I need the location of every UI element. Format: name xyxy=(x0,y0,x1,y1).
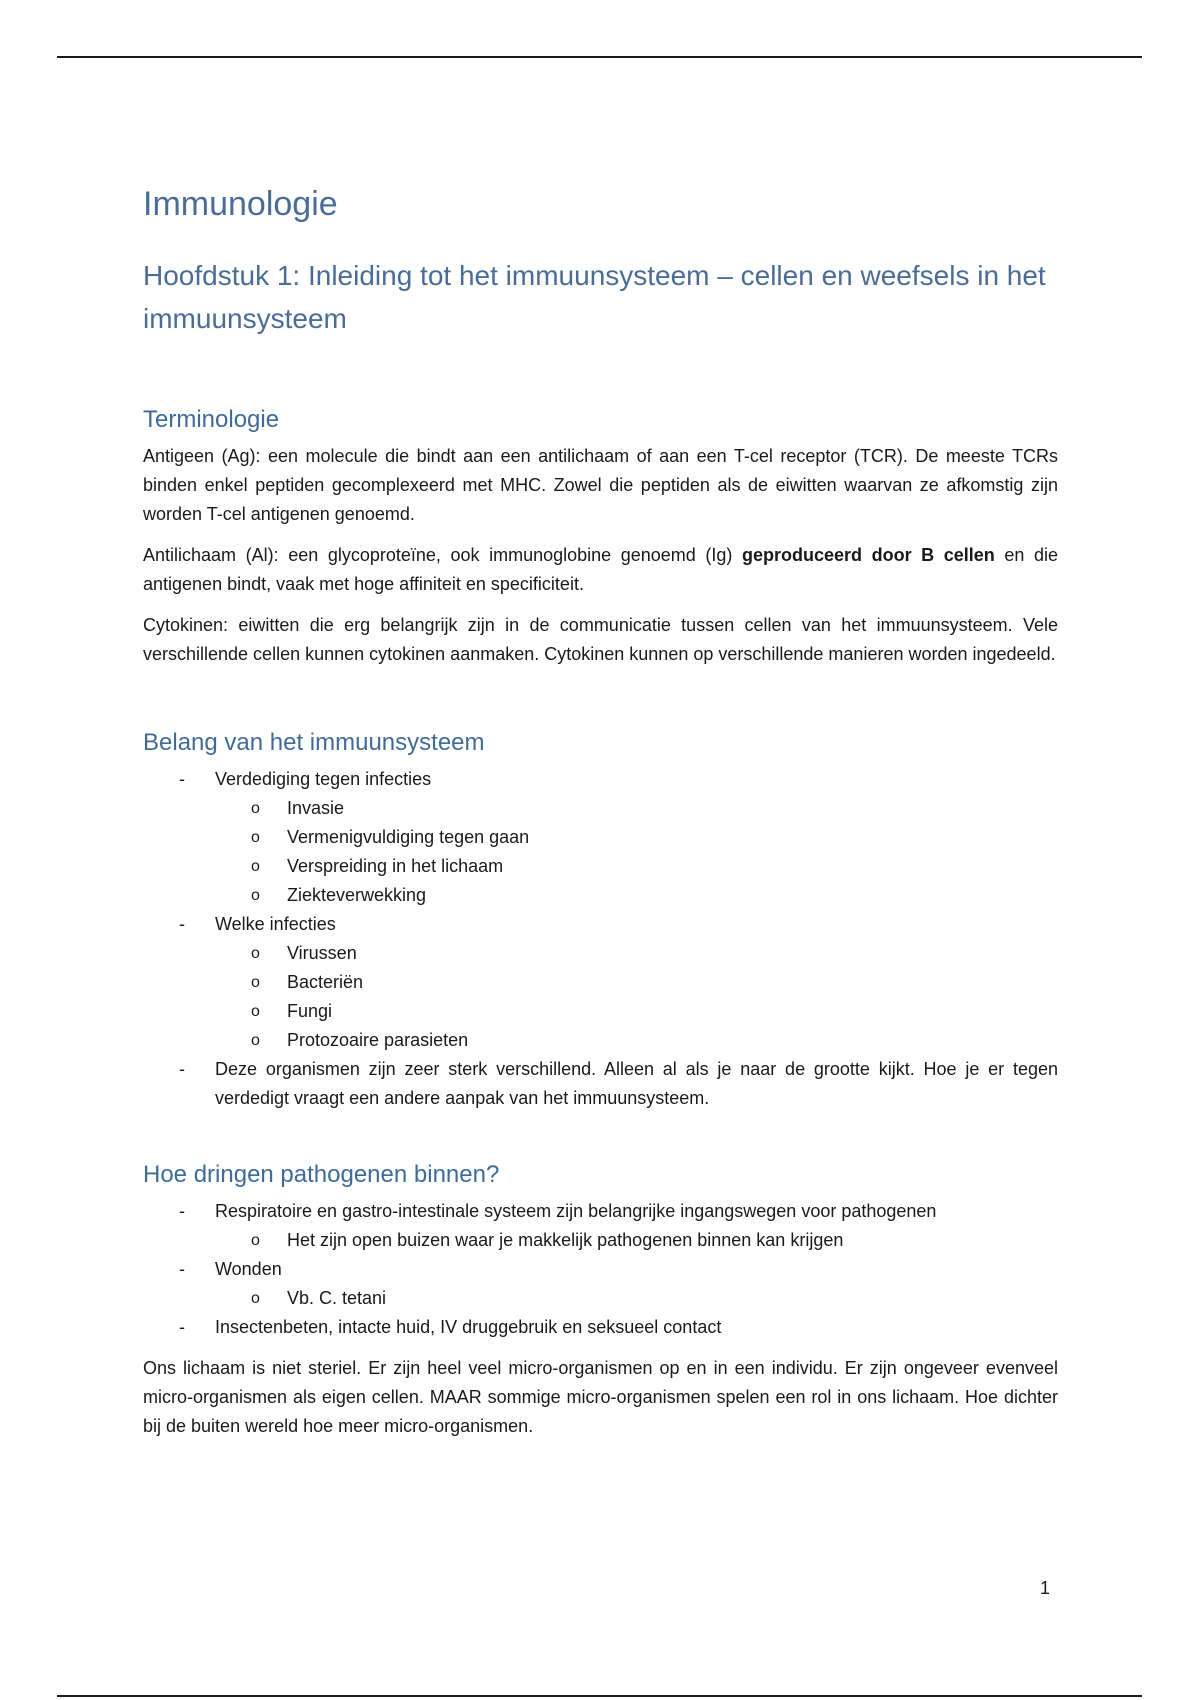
list-item xyxy=(143,1313,1058,1342)
circle-marker: o xyxy=(251,1032,260,1049)
list-item xyxy=(143,910,1058,1055)
list-item xyxy=(143,1255,1058,1313)
belang-list xyxy=(143,765,1058,1113)
sub-list-item-text: Het zijn open buizen waar je makkelijk pathogenen binnen kan krijgen xyxy=(287,1230,844,1250)
header-rule xyxy=(57,56,1142,58)
circle-marker: o xyxy=(251,945,260,962)
circle-marker: o xyxy=(251,1232,260,1249)
section-heading-belang: Belang van het immuunsysteem xyxy=(143,729,485,756)
circle-marker: o xyxy=(251,887,260,904)
sub-list-item-text: Vermenigvuldiging tegen gaan xyxy=(287,827,530,847)
circle-marker: o xyxy=(251,1003,260,1020)
list-item-text: Welke infecties xyxy=(215,914,336,934)
list-item-text: Insectenbeten, intacte huid, IV druggebruik en seksueel contact xyxy=(215,1317,722,1337)
pathogenen-list xyxy=(143,1197,1058,1342)
footer-rule xyxy=(57,1695,1142,1697)
sub-list-item xyxy=(215,968,1058,997)
paragraph-cytokinen: Cytokinen: eiwitten die erg belangrijk zijn in de communicatie tussen cellen van het immuunsysteem. Vele verschillende cellen kunnen cytokinen aanmaken. Cytokinen kunnen op verschillende manieren worden ingedeeld. xyxy=(143,615,1058,664)
list-item-text: Verdediging tegen infecties xyxy=(215,769,432,789)
sub-list-item-text: Vb. C. tetani xyxy=(287,1288,387,1308)
sub-list xyxy=(143,794,1058,910)
antilichaam-text-end: en die antigenen bindt, vaak met hoge affiniteit en specificiteit. xyxy=(143,545,1059,594)
sub-list-item-text: Ziekteverwekking xyxy=(287,885,427,905)
sub-list-item xyxy=(215,881,1058,910)
dash-marker: - xyxy=(179,1259,185,1279)
page-number: 1 xyxy=(1040,1578,1051,1598)
sub-list xyxy=(143,939,1058,1055)
paragraph-antigeen: Antigeen (Ag): een molecule die bindt aan een antilichaam of aan een T-cel receptor (TCR). De meeste TCRs binden enkel peptiden gecomplexeerd met MHC. Zowel die peptiden als de eiwitten waarvan ze afkomstig zijn worden T-cel antigenen genoemd. xyxy=(143,446,1058,524)
list-item-text: Deze organismen zijn zeer sterk verschillend. Alleen al als je naar de grootte kijkt. Hoe je er tegen verdedigt vraagt een andere aanpak van het immuunsysteem. xyxy=(215,1059,1058,1108)
sub-list-item xyxy=(215,852,1058,881)
circle-marker: o xyxy=(251,829,260,846)
sub-list-item-text: Virussen xyxy=(287,943,357,963)
sub-list xyxy=(143,1226,1058,1255)
sub-list-item xyxy=(215,939,1058,968)
sub-list-item xyxy=(215,794,1058,823)
section-heading-terminologie: Terminologie xyxy=(143,406,280,433)
list-item-text: Wonden xyxy=(215,1259,282,1279)
circle-marker: o xyxy=(251,1290,260,1307)
circle-marker: o xyxy=(251,858,260,875)
sub-list-item-text: Verspreiding in het lichaam xyxy=(287,856,504,876)
list-item xyxy=(143,765,1058,910)
list-item-text: Respiratoire en gastro-intestinale systeem zijn belangrijke ingangswegen voor pathogenen xyxy=(215,1201,937,1221)
antilichaam-bold-text: geproduceerd door B cellen xyxy=(741,545,995,565)
paragraph-micro-organismen: Ons lichaam is niet steriel. Er zijn heel veel micro-organismen op en in een individu. Er zijn ongeveer evenveel micro-organismen als eigen cellen. MAAR sommige micro-organismen spelen een rol in ons lichaam. Hoe dichter bij de buiten wereld hoe meer micro-organismen. xyxy=(143,1358,1058,1436)
document-page xyxy=(143,180,1058,1453)
chapter-heading: Hoofdstuk 1: Inleiding tot het immuunsysteem – cellen en weefsels in het immuunsysteem xyxy=(143,260,1046,334)
circle-marker: o xyxy=(251,974,260,991)
sub-list-item-text: Protozoaire parasieten xyxy=(287,1030,469,1050)
sub-list-item xyxy=(215,823,1058,852)
document-title: Immunologie xyxy=(143,185,338,223)
dash-marker: - xyxy=(179,769,185,789)
list-item xyxy=(143,1055,1058,1113)
sub-list-item xyxy=(215,997,1058,1026)
sub-list-item xyxy=(215,1226,1058,1255)
circle-marker: o xyxy=(251,800,260,817)
list-item xyxy=(143,1197,1058,1255)
dash-marker: - xyxy=(179,914,185,934)
section-heading-pathogenen: Hoe dringen pathogenen binnen? xyxy=(143,1161,500,1188)
paragraph-antilichaam xyxy=(143,541,1058,599)
dash-marker: - xyxy=(179,1201,185,1221)
dash-marker: - xyxy=(179,1059,185,1079)
sub-list-item xyxy=(215,1284,1058,1313)
sub-list-item-text: Fungi xyxy=(287,1001,333,1021)
antilichaam-text-start: Antilichaam (Al): een glycoproteïne, ook immunoglobine genoemd (Ig) xyxy=(143,545,742,565)
sub-list-item xyxy=(215,1026,1058,1055)
sub-list-item-text: Bacteriën xyxy=(287,972,364,992)
sub-list xyxy=(143,1284,1058,1313)
sub-list-item-text: Invasie xyxy=(287,798,345,818)
dash-marker: - xyxy=(179,1317,185,1337)
